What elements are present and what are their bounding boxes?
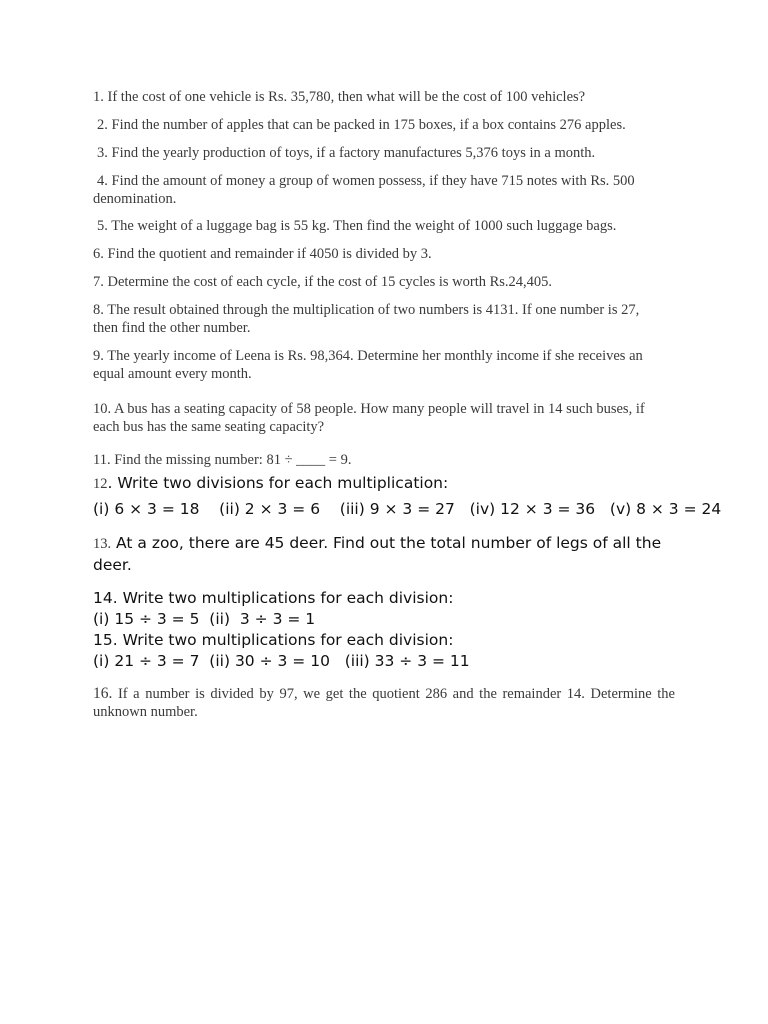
question-12-items: (i) 6 × 3 = 18 (ii) 2 × 3 = 6 (iii) 9 × 3 = 27 (iv) 12 × 3 = 36 (v) 8 × 3 = 24	[93, 500, 722, 518]
question-13-text: At a zoo, there are 45 deer. Find out the total number of legs of all the deer.	[93, 534, 662, 574]
question-12-number: 12	[93, 476, 108, 492]
question-15: 15. Write two multiplications for each division:	[93, 631, 454, 649]
question-14: 14. Write two multiplications for each division:	[93, 589, 454, 607]
question-1: 1. If the cost of one vehicle is Rs. 35,780, then what will be the cost of 100 vehicles?	[93, 89, 586, 105]
question-11: 11. Find the missing number: 81 ÷ ____ = 9.	[93, 452, 352, 468]
question-9: 9. The yearly income of Leena is Rs. 98,364. Determine her monthly income if she receives an equal amount every month.	[93, 348, 643, 382]
question-12-text: . Write two divisions for each multiplication:	[107, 474, 449, 492]
question-12	[93, 473, 678, 495]
question-4: 4. Find the amount of money a group of women possess, if they have 715 notes with Rs. 500 denomination.	[93, 173, 635, 207]
question-13	[93, 533, 683, 576]
question-7: 7. Determine the cost of each cycle, if the cost of 15 cycles is worth Rs.24,405.	[93, 274, 553, 290]
question-3: 3. Find the yearly production of toys, if a factory manufactures 5,376 toys in a month.	[97, 145, 596, 161]
question-2: 2. Find the number of apples that can be packed in 175 boxes, if a box contains 276 apples.	[97, 117, 626, 133]
question-15-items: (i) 21 ÷ 3 = 7 (ii) 30 ÷ 3 = 10 (iii) 33 ÷ 3 = 11	[93, 652, 470, 670]
question-16	[93, 685, 675, 721]
question-6: 6. Find the quotient and remainder if 4050 is divided by 3.	[93, 246, 432, 262]
question-10: 10. A bus has a seating capacity of 58 people. How many people will travel in 14 such buses, if each bus has the same seating capacity?	[93, 401, 645, 435]
question-14-items: (i) 15 ÷ 3 = 5 (ii) 3 ÷ 3 = 1	[93, 610, 316, 628]
question-13-number: 13.	[93, 536, 112, 552]
question-5: 5. The weight of a luggage bag is 55 kg. Then find the weight of 1000 such luggage bags.	[97, 218, 617, 234]
question-16-number: 16.	[93, 685, 113, 702]
question-8: 8. The result obtained through the multiplication of two numbers is 4131. If one number is 27, then find the other number.	[93, 302, 640, 336]
question-16-text: If a number is divided by 97, we get the quotient 286 and the remainder 14. Determine the unknown number.	[93, 686, 675, 720]
